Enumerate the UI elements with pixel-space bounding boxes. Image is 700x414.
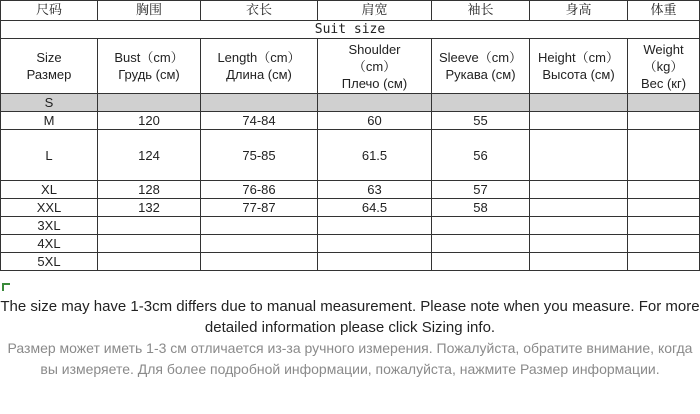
cell-length: 75-85 [201,130,318,181]
table-row [1,112,700,130]
header-size [1,39,98,94]
cell-sleeve [432,94,530,112]
cell-height [530,253,628,271]
cell-sleeve [432,235,530,253]
table-title: Suit size [1,21,700,39]
header-sleeve-en: Sleeve（cm） [438,50,523,65]
cell-weight [628,112,700,130]
cell-weight [628,130,700,181]
cell-sleeve: 58 [432,199,530,217]
cell-shoulder: 60 [318,112,432,130]
table-row [1,94,700,112]
header-height-ru: Высота (см) [542,67,615,82]
cell-shoulder [318,235,432,253]
header-weight-ru: Вес (кг) [640,75,687,91]
cell-length [201,217,318,235]
cell-size: S [1,94,98,112]
cell-sleeve [432,253,530,271]
table-row [1,199,700,217]
header-bust-en: Bust（cm） [114,50,184,65]
header-weight-en: Weight [643,41,684,57]
cell-length: 74-84 [201,112,318,130]
note-english: The size may have 1-3cm differs due to manual measurement. Please note when you measure. For more detailed information please click Sizing info. [0,298,700,336]
cell-weight [628,253,700,271]
header-size-ru: Размер [26,67,72,82]
cell-height [530,235,628,253]
table-row [1,130,700,181]
table-row [1,217,700,235]
cell-size: XXL [1,199,98,217]
header-shoulder-unit: （cm） [352,58,397,74]
header-shoulder-en: Shoulder [348,41,401,57]
header-length-en: Length（cm） [217,50,301,65]
cell-shoulder: 63 [318,181,432,199]
cell-size: L [1,130,98,181]
cell-sleeve: 55 [432,112,530,130]
chinese-header-row [1,1,700,21]
cell-size: 5XL [1,253,98,271]
cell-bust: 124 [98,130,201,181]
header-height-en: Height（cm） [538,50,619,65]
cell-bust [98,235,201,253]
header-bust [98,39,201,94]
cell-length [201,253,318,271]
table-row [1,253,700,271]
column-header-row [1,39,700,94]
cell-weight [628,235,700,253]
cell-length [201,94,318,112]
cn-header-sleeve: 袖长 [432,1,530,21]
cn-header-height: 身高 [530,1,628,21]
header-height [530,39,628,94]
cell-height [530,130,628,181]
cell-size: M [1,112,98,130]
cell-bust [98,94,201,112]
cell-shoulder: 61.5 [318,130,432,181]
table-row [1,235,700,253]
cell-height [530,199,628,217]
cell-length: 76-86 [201,181,318,199]
cn-header-size: 尺码 [1,1,98,21]
cell-bust: 128 [98,181,201,199]
header-size-en: Size [36,50,62,65]
cn-header-bust: 胸围 [98,1,201,21]
cell-size: XL [1,181,98,199]
cell-sleeve [432,217,530,235]
cell-height [530,112,628,130]
header-length [201,39,318,94]
cell-weight [628,181,700,199]
header-weight-unit: （kg） [643,58,684,74]
header-shoulder [318,39,432,94]
cell-shoulder [318,253,432,271]
table-title-row [1,21,700,39]
cell-shoulder [318,94,432,112]
cell-weight [628,94,700,112]
cell-height [530,94,628,112]
cn-header-weight: 体重 [628,1,700,21]
measurement-note [0,296,700,380]
cell-sleeve: 56 [432,130,530,181]
cn-header-shoulder: 肩宽 [318,1,432,21]
cell-shoulder [318,217,432,235]
cell-height [530,217,628,235]
header-weight [628,39,700,94]
header-length-ru: Длина (см) [226,67,292,82]
cell-bust [98,217,201,235]
cell-bust [98,253,201,271]
cell-length: 77-87 [201,199,318,217]
cell-size: 4XL [1,235,98,253]
header-sleeve-ru: Рукава (см) [445,67,516,82]
table-row [1,181,700,199]
cell-bust: 132 [98,199,201,217]
cell-length [201,235,318,253]
cn-header-length: 衣长 [201,1,318,21]
note-russian: Размер может иметь 1-3 см отличается из-за ручного измерения. Пожалуйста, обратите внимание, когда вы измеряете. Для более подробной информации, пожалуйста, нажмите Размер информации. [7,340,693,377]
header-sleeve [432,39,530,94]
header-bust-ru: Грудь (см) [118,67,180,82]
header-shoulder-ru: Плечо (см) [341,75,408,91]
cell-size: 3XL [1,217,98,235]
cell-sleeve: 57 [432,181,530,199]
cell-height [530,181,628,199]
cell-weight [628,199,700,217]
cell-bust: 120 [98,112,201,130]
cell-corner-marker [2,283,10,291]
cell-shoulder: 64.5 [318,199,432,217]
cell-weight [628,217,700,235]
